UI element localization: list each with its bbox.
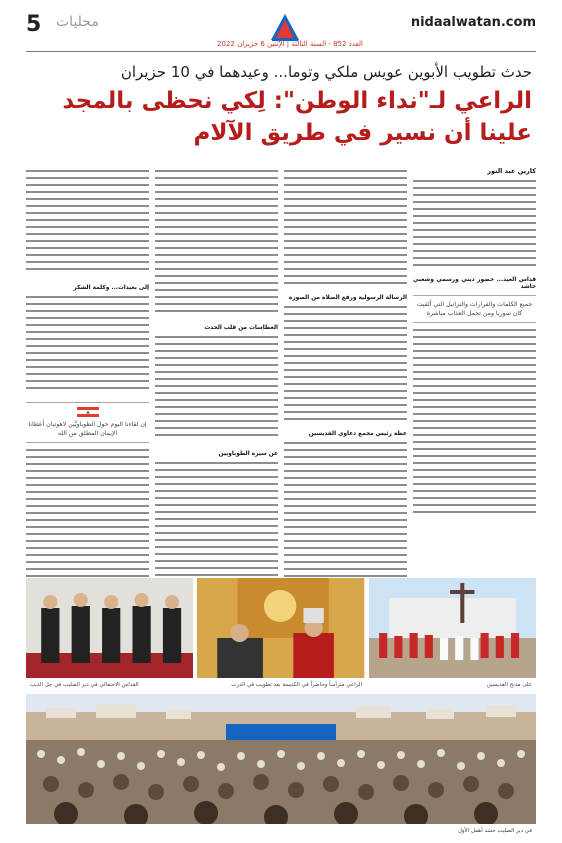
photo-caption-1: على مذبح القديسين <box>486 682 532 688</box>
article-columns <box>26 168 536 578</box>
issue-line: العدد 852 - السنة الثالثة | الإثنين 6 حزيران 2022 <box>217 40 363 48</box>
interior-photo <box>197 578 364 678</box>
text-lines <box>26 168 149 278</box>
article-headline-1: الراعي لـ"نداء الوطن": لِكي نحظى بالمجد <box>62 88 532 114</box>
crowd-photo-caption: في دير الصليب حشد أهمل الأول <box>457 828 532 834</box>
article-byline: كارين عبد النور <box>487 168 536 175</box>
column-2 <box>284 168 407 578</box>
officials-photo <box>26 578 193 678</box>
column-3 <box>155 168 278 578</box>
newspaper-logo <box>268 12 302 42</box>
text-lines <box>155 460 278 578</box>
photo-altar <box>369 578 536 678</box>
site-url[interactable]: nidaalwatan.com <box>410 15 536 30</box>
header-rule <box>26 51 536 52</box>
text-lines <box>284 168 407 288</box>
photo-caption-2: الراعي مترأساً وحاضراً في الكنيسة بعد تطويب في الدرب <box>231 682 362 688</box>
altar-photo <box>369 578 536 678</box>
photo-row <box>26 578 536 678</box>
pull-quote-2: جميع الكلمات والقرارات والتراتيل التي ألقيت كان سوريا ومن تحمل العذاب مباشرة <box>413 295 536 323</box>
crowd-photo-graphic <box>26 694 536 824</box>
text-lines <box>155 168 278 318</box>
column-1 <box>413 168 536 578</box>
subhead-4: عن سيرة الطوباويين <box>218 450 278 457</box>
text-lines <box>26 447 149 578</box>
text-lines <box>284 304 407 424</box>
subhead-3: عظة رئيس مجمع دعاوى القديسين <box>308 430 407 437</box>
cedar-flag-icon <box>77 407 99 417</box>
photo-caption-3: القداس الاحتفالي في دير الصليب في جل الديب <box>30 682 139 688</box>
pull-quote-text: إن لقاءنا اليوم حول الطوباويَّين لاهوتيان أعطانا الإيمان المطلق من الله <box>28 420 147 437</box>
text-lines <box>413 327 536 517</box>
text-lines <box>155 334 278 444</box>
subhead-1: قداس العيد... حضور ديني ورسمي وشعبي حاشد <box>413 276 536 290</box>
pull-quote <box>26 402 149 443</box>
page-number: 5 <box>26 12 42 37</box>
section-name: محليات <box>56 14 99 30</box>
text-lines <box>413 178 536 270</box>
text-lines <box>26 294 149 394</box>
subhead-2: الرسالة الرسولية ورفع الصلاة من الصورة <box>288 294 407 301</box>
article-headline-2: علينا أن نسير في طريق الآلام <box>193 120 532 146</box>
photo-officials <box>26 578 193 678</box>
subhead-6: إلى بعبدات... وكلمة الشكر <box>73 284 149 291</box>
column-4 <box>26 168 149 578</box>
text-lines <box>284 440 407 578</box>
photo-interior <box>197 578 364 678</box>
article-kicker: حدث تطويب الأبوين عويس ملكي وتوما... وعيدهما في 10 حزيران <box>120 63 532 81</box>
body-text-block <box>413 178 536 274</box>
masthead <box>0 0 562 50</box>
subhead-5: الغطاسات من قلب الحدث <box>204 324 278 331</box>
crowd-photo <box>26 694 536 824</box>
